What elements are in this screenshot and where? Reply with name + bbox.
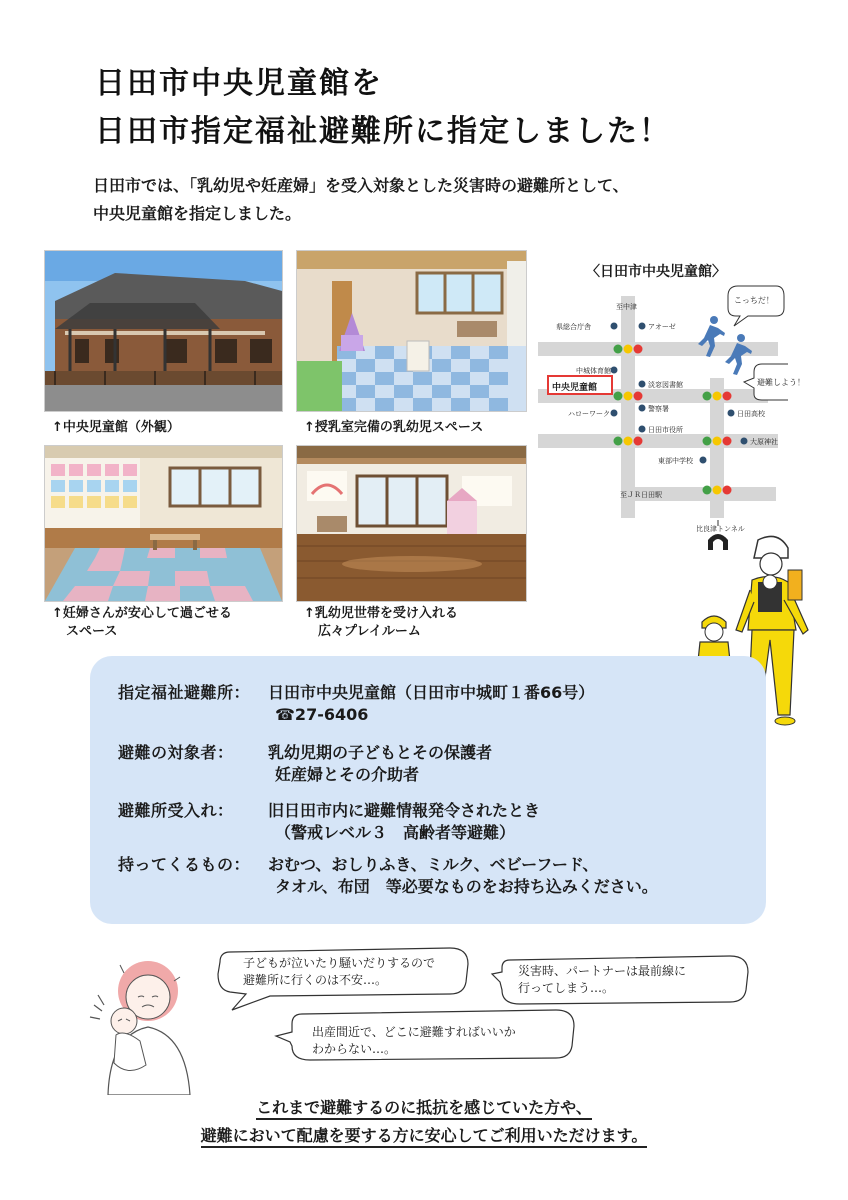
worry-bubble-1-line-1: 子どもが泣いたり騒いだりするので bbox=[243, 956, 436, 970]
info-target-label: 避難の対象者： bbox=[118, 743, 234, 762]
info-bring-value-2: タオル、布団 等必要なものをお持ち込みください。 bbox=[275, 877, 658, 896]
info-belongings bbox=[118, 854, 658, 898]
photo-caption-4-line-2: 広々プレイルーム bbox=[318, 624, 421, 639]
info-target bbox=[118, 742, 492, 786]
photo-caption-4-line-1: ↑乳幼児世帯を受け入れる bbox=[304, 606, 458, 621]
intro-line-2: 中央児童館を指定しました。 bbox=[93, 204, 302, 223]
worry-bubble-1 bbox=[243, 955, 435, 989]
map-label-hellowork: ハローワーク bbox=[568, 410, 610, 418]
page-title-line-1: 日田市中央児童館を bbox=[95, 66, 383, 101]
info-facility-label: 指定福祉避難所： bbox=[118, 683, 251, 702]
closing-message-line-2-text: 避難において配慮を要する方に安心してご利用いただけます。 bbox=[201, 1126, 648, 1148]
worry-bubble-2-line-1: 災害時、パートナーは最前線に bbox=[518, 964, 687, 978]
map-label-aose: アオーゼ bbox=[648, 323, 676, 331]
info-facility-value: 日田市中央児童館（日田市中城町１番66号） bbox=[268, 683, 595, 702]
map-label-cityhall: 日田市役所 bbox=[648, 426, 683, 434]
info-phone: ☎27-6406 bbox=[275, 705, 369, 724]
shelter-info-box bbox=[90, 656, 766, 924]
photo-caption-3-line-1: ↑妊婦さんが安心して過ごせる bbox=[52, 606, 232, 621]
photo-caption-1: ↑中央児童館（外観） bbox=[52, 420, 180, 435]
photo-caption-3 bbox=[52, 605, 232, 641]
photo-caption-2: ↑授乳室完備の乳幼児スペース bbox=[304, 420, 484, 435]
map-bubble-2: 避難しよう！ bbox=[757, 378, 805, 387]
map-highlight-label: 中央児童館 bbox=[552, 383, 598, 393]
worry-bubble-3-line-1: 出産間近で、どこに避難すればいいか bbox=[312, 1025, 516, 1039]
worry-bubble-2 bbox=[518, 963, 686, 997]
photo-infant-space bbox=[296, 250, 527, 412]
photo-caption-4 bbox=[304, 605, 458, 641]
worry-bubble-3 bbox=[312, 1024, 516, 1058]
closing-message-line-2 bbox=[0, 1123, 848, 1146]
map-label-gym: 中城体育館 bbox=[576, 367, 611, 375]
info-bring-value-1: おむつ、おしりふき、ミルク、ベビーフード、 bbox=[268, 855, 599, 874]
info-accept-label: 避難所受入れ： bbox=[118, 801, 234, 820]
photo-caption-3-line-2: スペース bbox=[66, 624, 118, 639]
map-road-top: 至中津 bbox=[616, 303, 637, 311]
page-title-line-2: 日田市指定福祉避難所に指定しました！ bbox=[95, 114, 671, 149]
photo-maternity-space bbox=[44, 445, 283, 602]
photo-play-room bbox=[296, 445, 527, 602]
intro-line-1: 日田市では、「乳幼児や妊産婦」を受入対象とした災害時の避難所として、 bbox=[93, 176, 629, 195]
worry-bubble-1-line-2: 避難所に行くのは不安…。 bbox=[243, 973, 388, 987]
access-map bbox=[538, 258, 805, 558]
map-label-highschool: 日田高校 bbox=[737, 410, 765, 418]
worried-mother-illustration bbox=[80, 955, 210, 1095]
worry-bubble-3-line-2: わからない…。 bbox=[312, 1042, 397, 1056]
info-facility bbox=[118, 682, 594, 726]
info-target-value-1: 乳幼児期の子どもとその保護者 bbox=[268, 743, 493, 762]
info-accept-value-1: 旧日田市内に避難情報発令されたとき bbox=[268, 801, 541, 820]
info-acceptance bbox=[118, 800, 540, 844]
map-label-library: 淡窓図書館 bbox=[648, 381, 683, 389]
map-bubble-1: こっちだ！ bbox=[734, 296, 774, 305]
info-accept-value-2: （警戒レベル３ 高齢者等避難） bbox=[275, 823, 516, 842]
map-label-kenso: 県総合庁舎 bbox=[556, 323, 591, 331]
worry-bubble-2-line-2: 行ってしまう…。 bbox=[518, 981, 615, 995]
info-target-value-2: 妊産婦とその介助者 bbox=[275, 765, 420, 784]
map-label-shrine: 大原神社 bbox=[750, 438, 778, 446]
info-bring-label: 持ってくるもの： bbox=[118, 855, 251, 874]
map-label-tunnel: 比良津トンネル bbox=[696, 525, 745, 533]
closing-message-line-1 bbox=[0, 1095, 848, 1118]
closing-message-line-1-text: これまで避難するのに抵抗を感じていた方や、 bbox=[256, 1098, 592, 1120]
map-label-police: 警察署 bbox=[648, 405, 669, 413]
photo-exterior bbox=[44, 250, 283, 412]
map-road-bottom: 至ＪＲ日田駅 bbox=[620, 491, 662, 499]
map-title: 〈日田市中央児童館〉 bbox=[586, 264, 726, 280]
map-label-jhs: 東部中学校 bbox=[658, 457, 693, 465]
